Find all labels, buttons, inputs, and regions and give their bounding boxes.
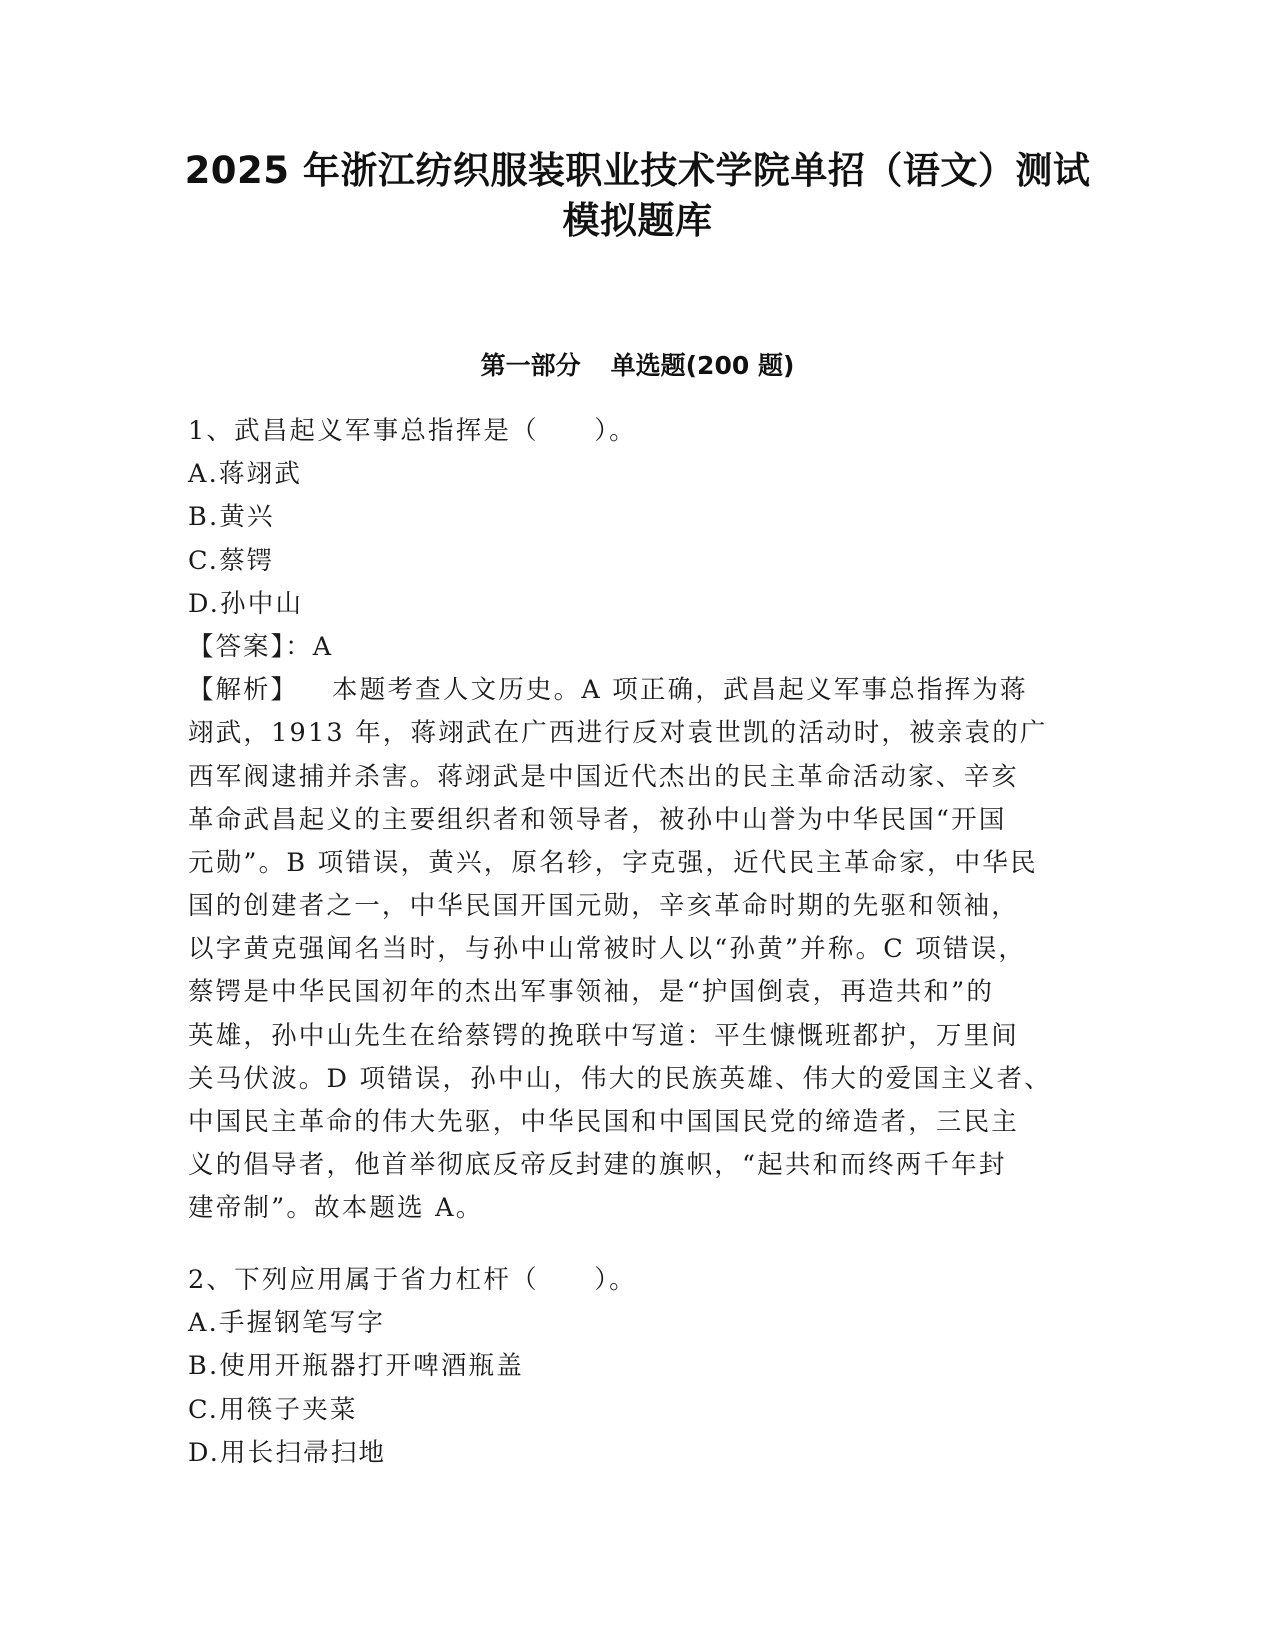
analysis-text: 西军阀逮捕并杀害。蒋翊武是中国近代杰出的民主革命活动家、辛亥 (188, 761, 1020, 792)
answer-value: A (312, 631, 334, 662)
analysis-text: 义的倡导者，他首举彻底反帝反封建的旗帜，“起共和而终两千年封 (188, 1150, 1007, 1181)
analysis-label: 【解析】 (188, 675, 299, 706)
analysis-text: 英雄，孙中山先生在给蔡锷的挽联中写道：平生慷慨班都护，万里间 (188, 1020, 1020, 1051)
question-2 (188, 1259, 1088, 1475)
answer-label: 【答案】： (188, 631, 313, 662)
analysis-text: 蔡锷是中华民国初年的杰出军事领袖，是“护国倒袁，再造共和”的 (188, 977, 995, 1008)
analysis-text: 元勋”。B 项错误，黄兴，原名轸，字克强，近代民主革命家，中华民 (188, 847, 1038, 878)
option-c: C.蔡锷 (188, 545, 275, 576)
section-heading (150, 349, 1125, 383)
title-line-2: 模拟题库 (562, 199, 713, 242)
section-part-label: 第一部分 (480, 351, 581, 380)
analysis-text: 本题考查人文历史。A 项正确，武昌起义军事总指挥为蒋 (332, 675, 1028, 706)
analysis-line (188, 669, 1088, 712)
title-line-1: 2025 年浙江纺织服装职业技术学院单招（语文）测试 (184, 149, 1091, 192)
analysis-text: 建帝制”。故本题选 A。 (188, 1193, 484, 1224)
option-b: B.使用开瓶器打开啤酒瓶盖 (188, 1351, 524, 1382)
question-1 (188, 410, 1088, 1231)
option-d: D.用长扫帚扫地 (188, 1437, 387, 1468)
document-title (150, 146, 1125, 246)
option-a: A.手握钢笔写字 (188, 1308, 386, 1339)
question-stem: 1、武昌起义军事总指挥是（ ）。 (188, 416, 637, 446)
analysis-text: 以字黄克强闻名当时，与孙中山常被时人以“孙黄”并称。C 项错误， (188, 934, 1027, 965)
analysis-text: 革命武昌起义的主要组织者和领导者，被孙中山誉为中华民国“开国 (188, 804, 1007, 835)
analysis-text: 国的创建者之一，中华民国开国元勋，辛亥革命时期的先驱和领袖， (188, 891, 1020, 922)
answer-line (188, 626, 1088, 669)
analysis-text: 关马伏波。D 项错误，孙中山，伟大的民族英雄、伟大的爱国主义者、 (188, 1063, 1052, 1094)
question-stem: 2、下列应用属于省力杠杆（ ）。 (188, 1265, 637, 1295)
analysis-text: 中国民主革命的伟大先驱，中华民国和中国国民党的缔造者，三民主 (188, 1107, 1020, 1137)
option-c: C.用筷子夹菜 (188, 1394, 358, 1425)
analysis-text: 翊武，1913 年，蒋翊武在广西进行反对袁世凯的活动时，被亲袁的广 (188, 718, 1048, 749)
section-name: 单选题(200 题) (610, 351, 795, 380)
option-b: B.黄兴 (188, 502, 275, 533)
option-a: A.蒋翊武 (188, 459, 303, 490)
option-d: D.孙中山 (188, 588, 304, 619)
